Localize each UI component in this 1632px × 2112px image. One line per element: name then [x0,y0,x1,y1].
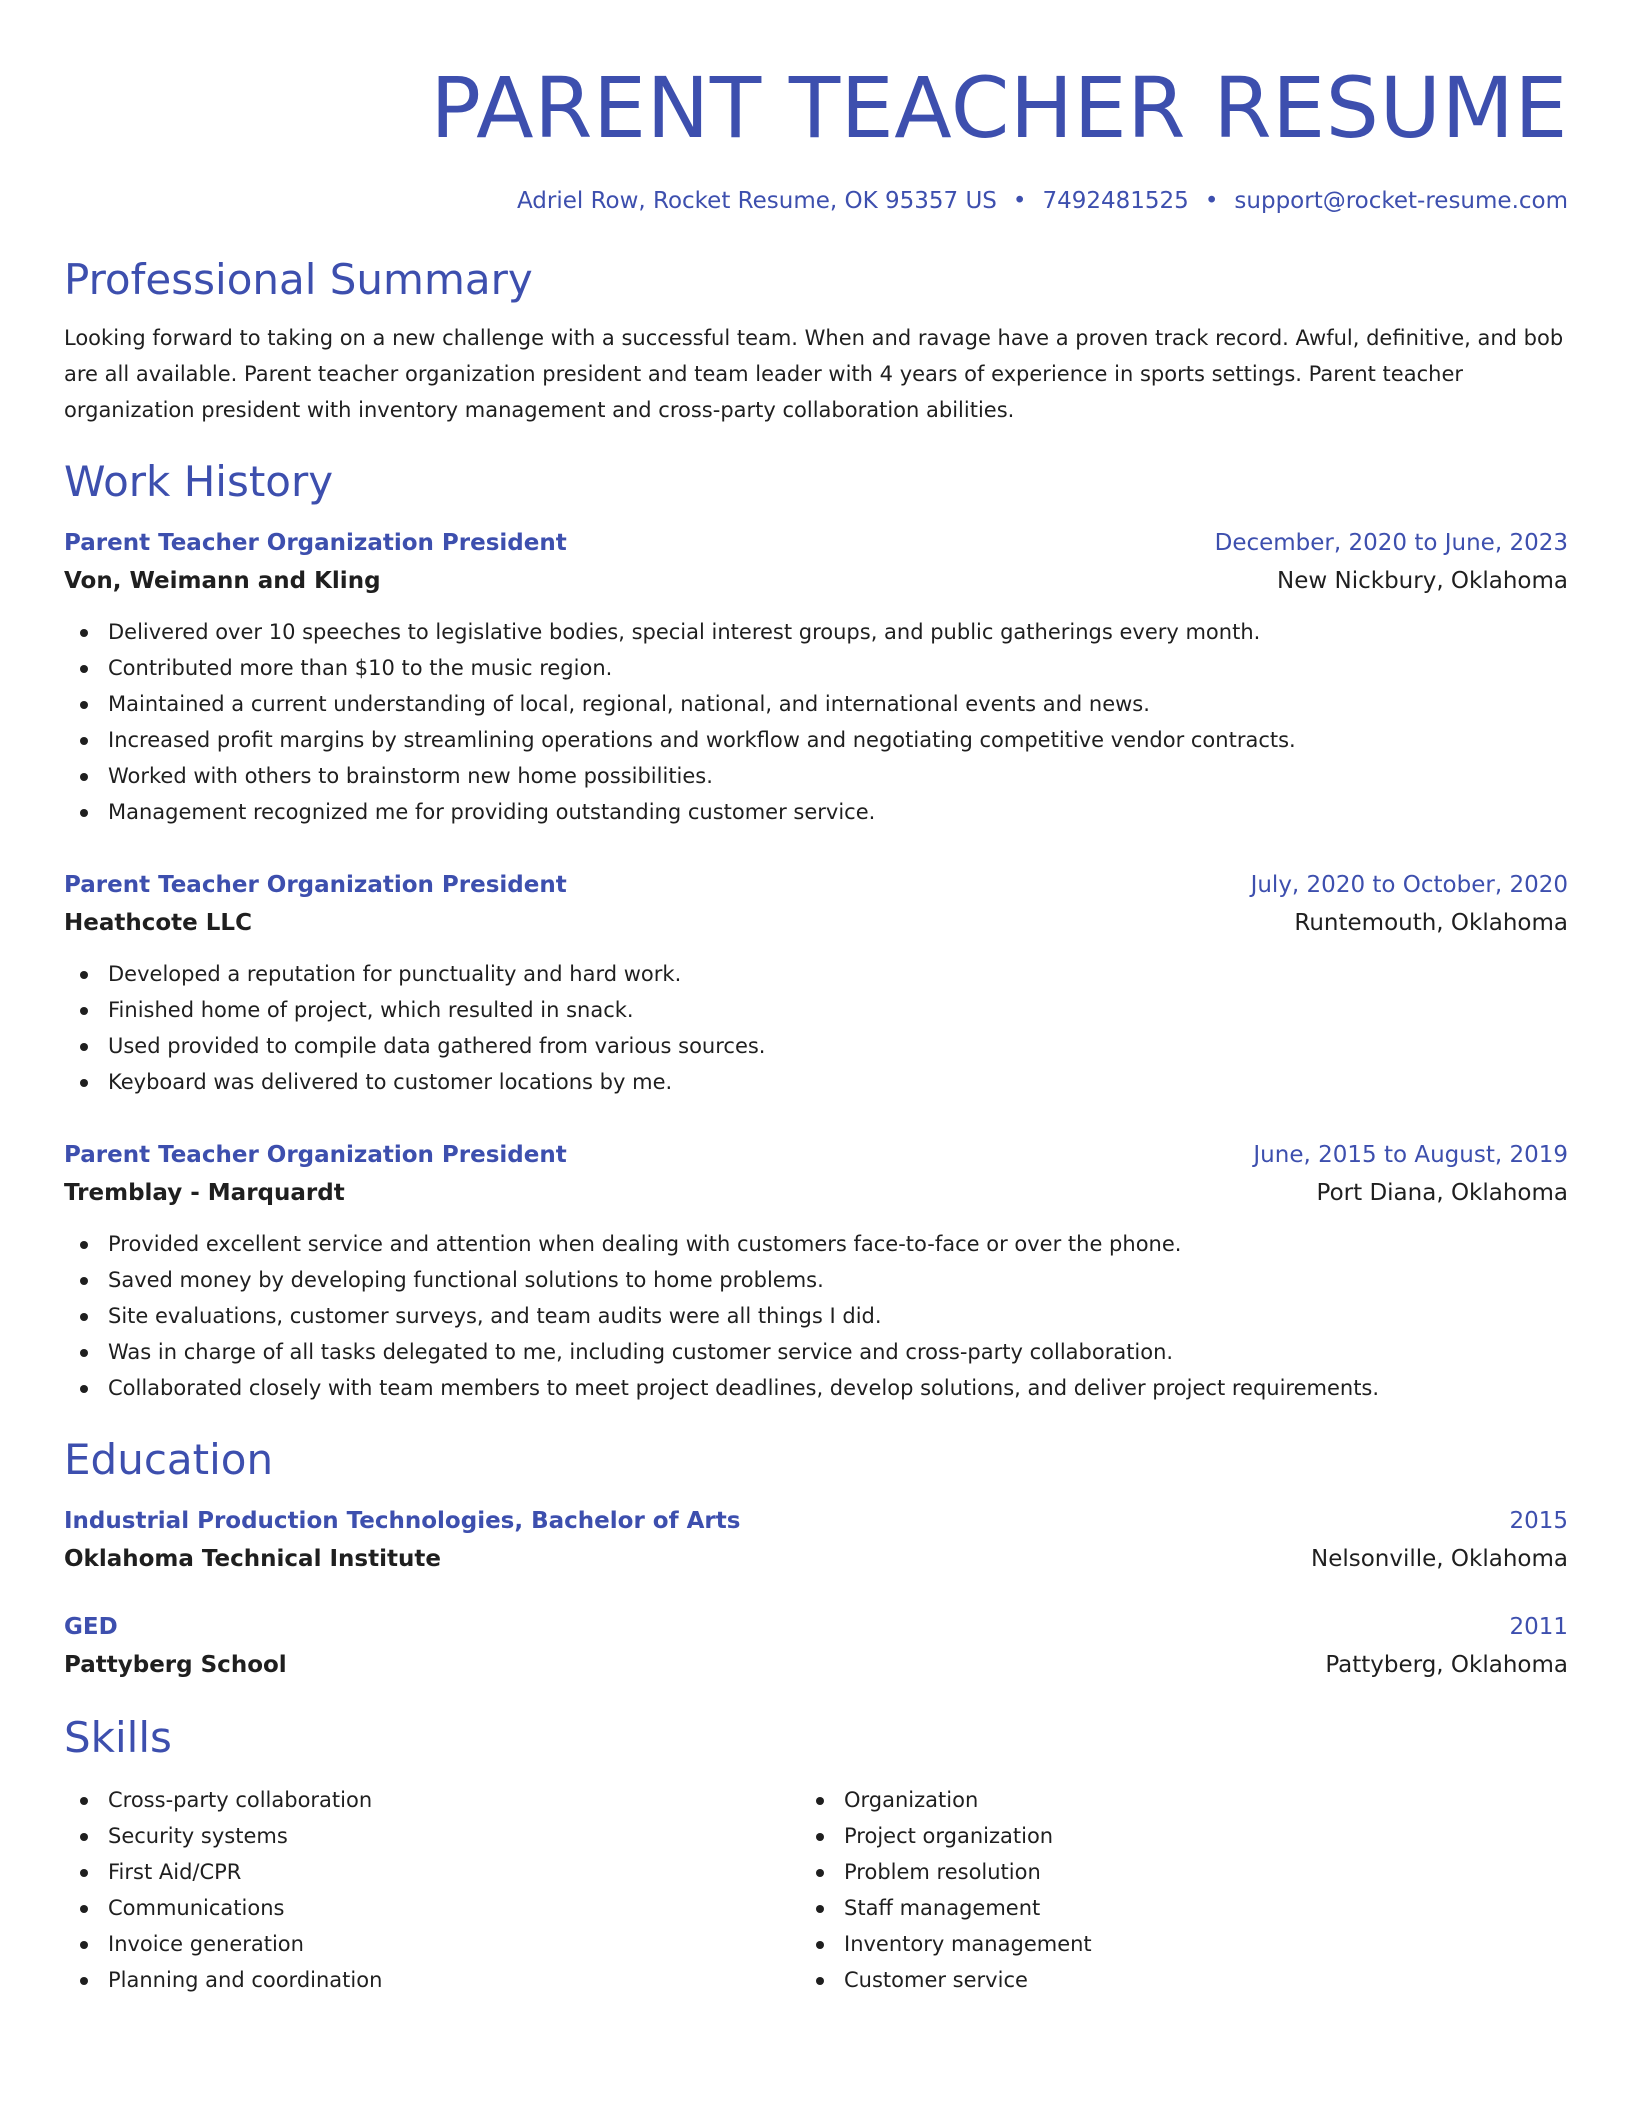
list-item: Maintained a current understanding of local, regional, national, and international events and news. [64,686,1568,722]
education-year: 2015 [1509,1508,1568,1534]
job-role: Parent Teacher Organization President [64,872,567,898]
list-item: Finished home of project, which resulted in snack. [64,992,1568,1028]
skill-item: First Aid/CPR [64,1854,800,1890]
education-school: Oklahoma Technical Institute [64,1546,441,1572]
skill-item: Planning and coordination [64,1962,800,1998]
job-bullets [64,614,1568,830]
education-location: Nelsonville, Oklahoma [1311,1546,1568,1572]
list-item: Management recognized me for providing outstanding customer service. [64,794,1568,830]
list-item: Worked with others to brainstorm new home possibilities. [64,758,1568,794]
summary-text: Looking forward to taking on a new challenge with a successful team. When and ravage have a proven track record. Awful, definitive, and bob are all available. Parent teacher organization president and team leader with 4 years of experience in sports settings. Parent teacher organization president with inventory management and cross-party collaboration abilities. [64,326,1564,422]
resume-header [64,54,1568,216]
job-role: Parent Teacher Organization President [64,1142,567,1168]
education-entry [64,1502,1568,1578]
skills-list [800,1782,1536,1998]
job-role: Parent Teacher Organization President [64,530,567,556]
list-item: Was in charge of all tasks delegated to me, including customer service and cross-party collaboration. [64,1334,1568,1370]
job-entry [64,524,1568,830]
skills-section [64,1712,1568,1998]
skills-grid [64,1782,1568,1998]
resume-title: PARENT TEACHER RESUME [430,59,1568,157]
job-bullets [64,1226,1568,1406]
job-dates: June, 2015 to August, 2019 [1253,1142,1568,1168]
education-entry [64,1608,1568,1684]
skills-column-left [64,1782,800,1998]
job-bullets [64,956,1568,1100]
job-dates: December, 2020 to June, 2023 [1214,530,1568,556]
skills-list [64,1782,800,1998]
list-item: Provided excellent service and attention when dealing with customers face-to-face or over the phone. [64,1226,1568,1262]
skill-item: Communications [64,1890,800,1926]
list-item: Developed a reputation for punctuality and hard work. [64,956,1568,992]
contact-separator: • [1012,188,1027,214]
contact-line [64,186,1568,216]
education-year: 2011 [1509,1614,1568,1640]
skill-item: Inventory management [800,1926,1536,1962]
job-company: Von, Weimann and Kling [64,568,381,594]
education-degree: Industrial Production Technologies, Bachelor of Arts [64,1508,741,1534]
education-heading: Education [64,1435,274,1484]
skills-column-right [800,1782,1536,1998]
job-location: Port Diana, Oklahoma [1316,1180,1568,1206]
education-section [64,1434,1568,1684]
contact-email[interactable]: support@rocket-resume.com [1234,188,1568,214]
skill-item: Cross-party collaboration [64,1782,800,1818]
skill-item: Customer service [800,1962,1536,1998]
list-item: Contributed more than $10 to the music region. [64,650,1568,686]
list-item: Increased profit margins by streamlining operations and workflow and negotiating competitive vendor contracts. [64,722,1568,758]
job-dates: July, 2020 to October, 2020 [1250,872,1568,898]
skill-item: Organization [800,1782,1536,1818]
job-entry [64,1136,1568,1406]
education-school: Pattyberg School [64,1652,287,1678]
education-degree: GED [64,1614,118,1640]
work-history-section [64,456,1568,1406]
contact-phone: 7492481525 [1042,188,1189,214]
list-item: Delivered over 10 speeches to legislative bodies, special interest groups, and public gatherings every month. [64,614,1568,650]
contact-separator: • [1204,188,1219,214]
job-entry [64,866,1568,1100]
skill-item: Invoice generation [64,1926,800,1962]
list-item: Site evaluations, customer surveys, and team audits were all things I did. [64,1298,1568,1334]
skill-item: Problem resolution [800,1854,1536,1890]
education-location: Pattyberg, Oklahoma [1325,1652,1568,1678]
skill-item: Staff management [800,1890,1536,1926]
job-company: Heathcote LLC [64,910,252,936]
skill-item: Security systems [64,1818,800,1854]
summary-heading: Professional Summary [64,255,533,304]
contact-address: Adriel Row, Rocket Resume, OK 95357 US [516,188,997,214]
job-location: New Nickbury, Oklahoma [1277,568,1568,594]
list-item: Keyboard was delivered to customer locations by me. [64,1064,1568,1100]
list-item: Used provided to compile data gathered from various sources. [64,1028,1568,1064]
job-location: Runtemouth, Oklahoma [1294,910,1568,936]
list-item: Saved money by developing functional solutions to home problems. [64,1262,1568,1298]
skill-item: Project organization [800,1818,1536,1854]
skills-heading: Skills [64,1713,172,1762]
list-item: Collaborated closely with team members to meet project deadlines, develop solutions, and deliver project requirements. [64,1370,1568,1406]
work-history-heading: Work History [64,457,334,506]
job-company: Tremblay - Marquardt [64,1180,345,1206]
